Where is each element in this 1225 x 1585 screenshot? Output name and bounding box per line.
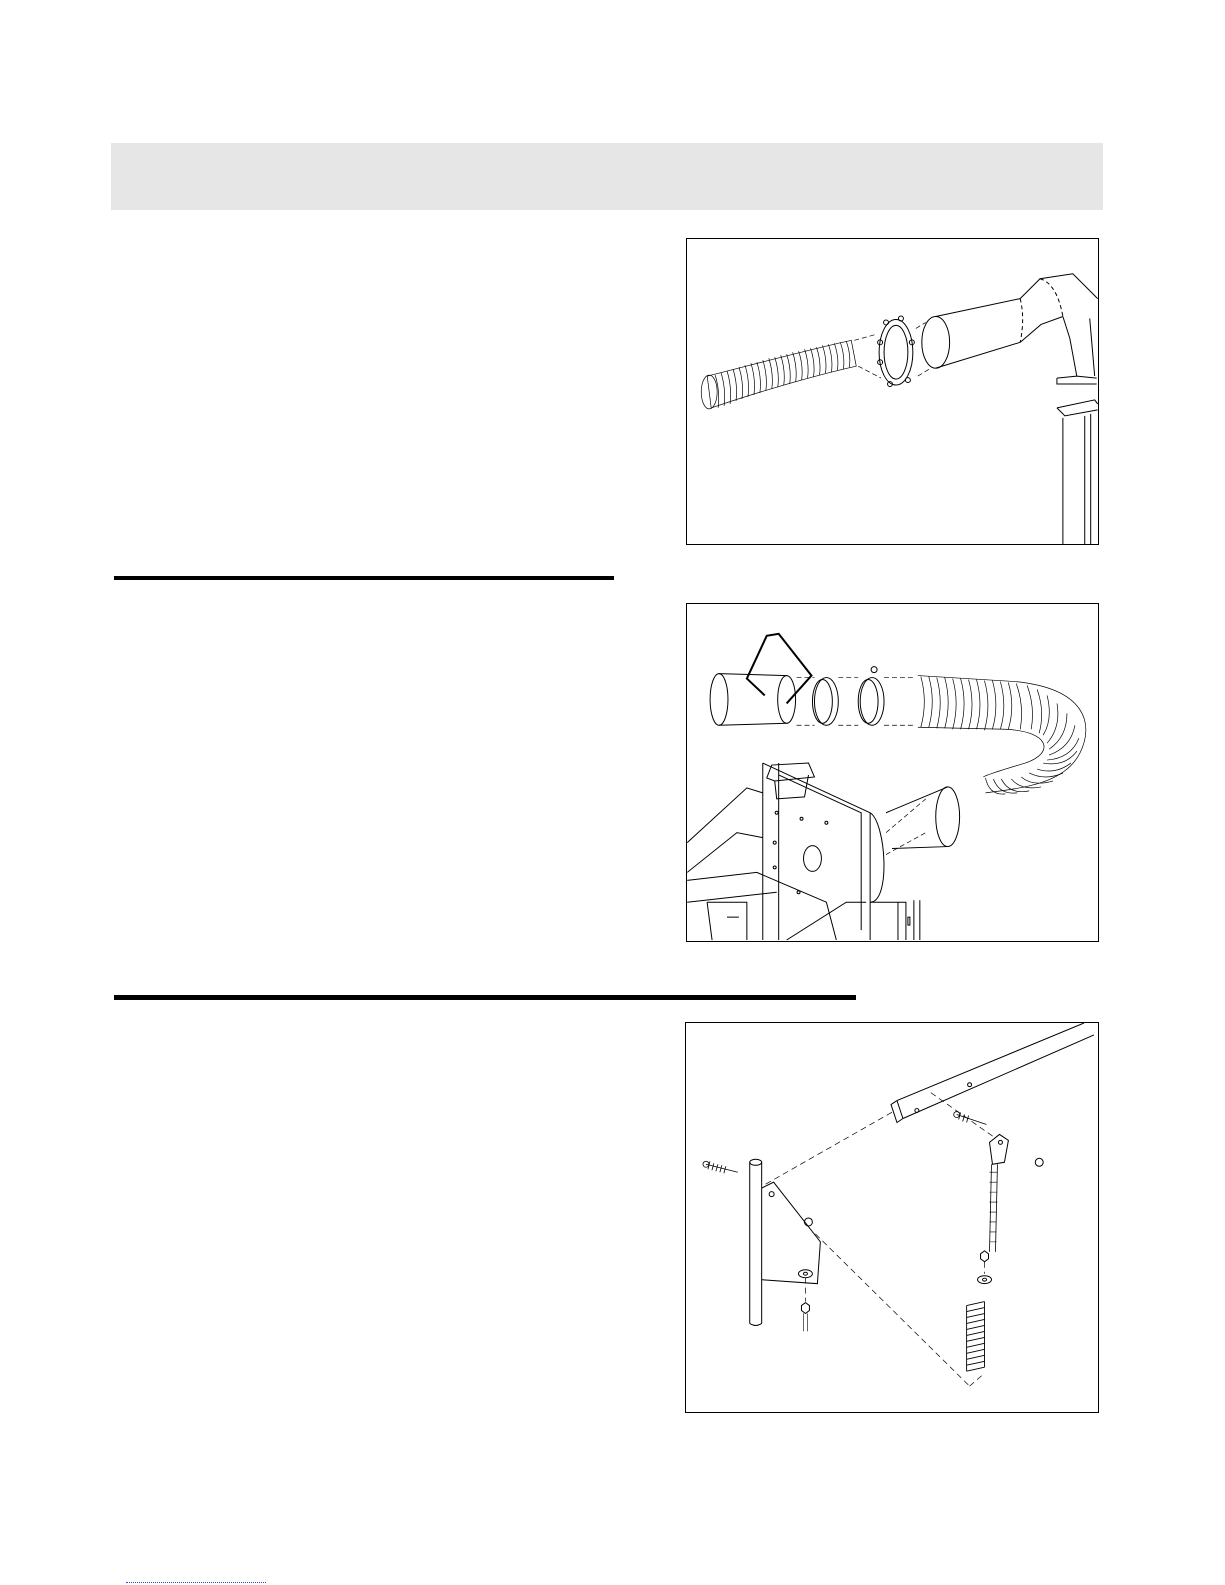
hose-duct-drawing (687, 239, 1098, 544)
flexible-hose (918, 676, 1086, 794)
nuts-washers (798, 1158, 1043, 1331)
lower-clamp (936, 787, 960, 847)
figure-pole-spring-rail (685, 1022, 1099, 1413)
eye-bolt (989, 1134, 1008, 1251)
alignment-lines (766, 1093, 995, 1386)
figure-hose-duct-clamp (686, 238, 1099, 545)
alignment-lines (854, 322, 930, 378)
inlet-pipe (710, 634, 811, 725)
pole (750, 1159, 762, 1325)
tension-spring (967, 1302, 985, 1372)
duct-elbow (1057, 291, 1098, 384)
figure-blower-hose (686, 603, 1099, 942)
mounting-post (1057, 400, 1098, 544)
frame-uprights (870, 900, 920, 940)
blower-hose-drawing (687, 604, 1098, 941)
angle-rail (891, 1023, 1094, 1122)
bolts (703, 1112, 987, 1174)
section-divider (114, 576, 614, 580)
hose-clamps (812, 667, 884, 726)
flexible-hose (701, 340, 856, 409)
blower-housing (687, 763, 884, 940)
section-header-band (111, 143, 1103, 210)
section-divider (114, 995, 856, 1000)
pole-bracket (762, 1182, 821, 1283)
footer-link-underline[interactable] (126, 1582, 266, 1584)
clamp-ring (878, 316, 915, 387)
pole-spring-drawing (686, 1023, 1098, 1412)
lower-pipe (886, 787, 948, 849)
